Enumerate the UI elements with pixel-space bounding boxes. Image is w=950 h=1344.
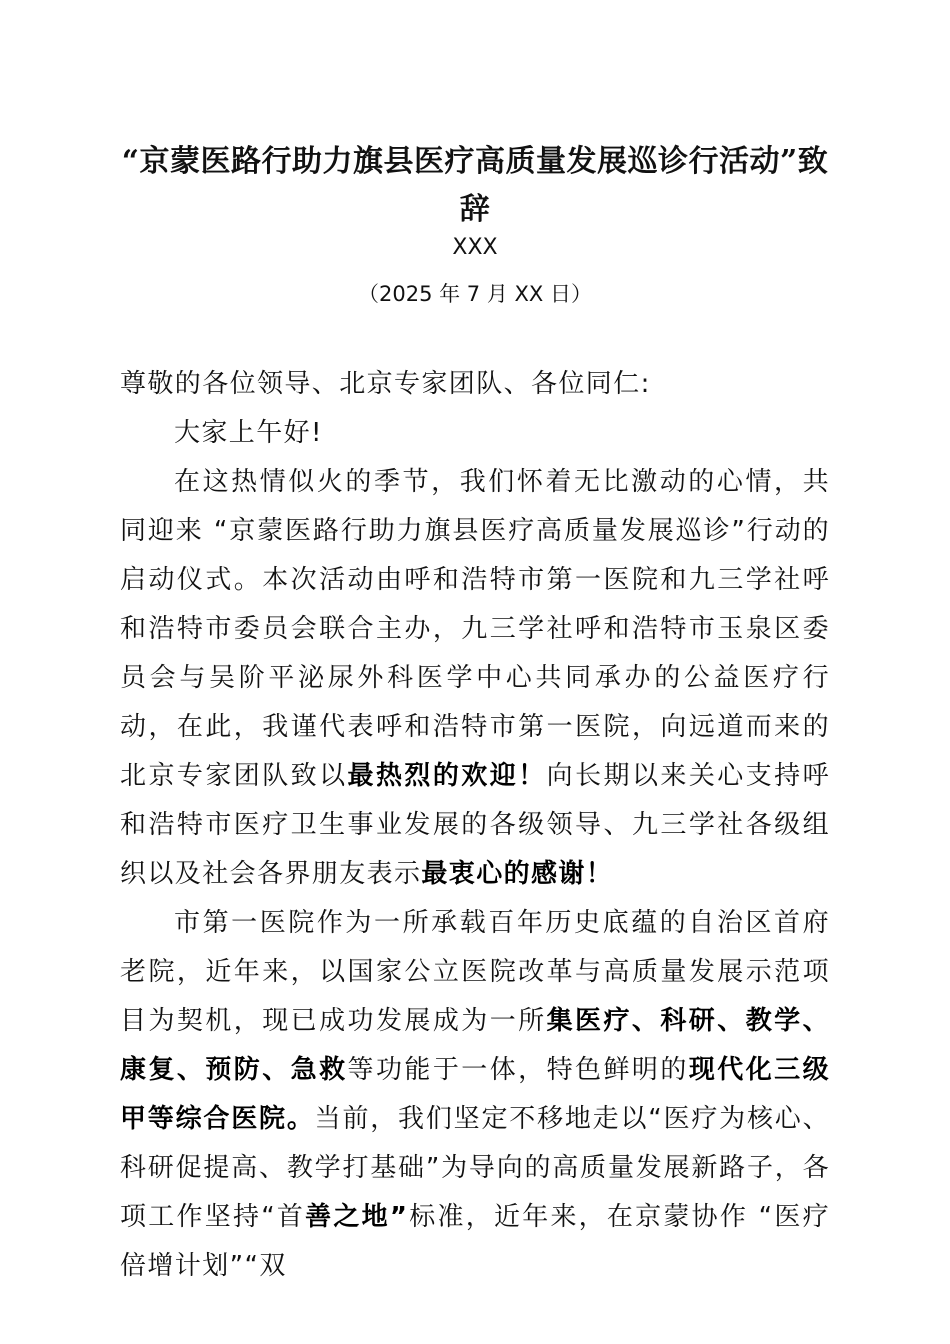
- paragraph1-text-1: 在这热情似火的季节，我们怀着无比激动的心情，共同迎来 “京蒙医路行助力旗县医疗高质量发展巡诊”行动的启动仪式。本次活动由呼和浩特市第一医院和九三学社呼和浩特市委员会联合主办，九三学社呼和浩特市玉泉区委员会与吴阶平泌尿外科医学中心共同承办的公益医疗行动，在此，我谨代表呼和浩特市第一医院，向远道而来的北京专家团队致以: [120, 467, 830, 791]
- document-body: [120, 360, 830, 1291]
- paragraph-welcome: [120, 458, 830, 899]
- paragraph2-bold-functions: 集医疗、科研、教学、康复、预防、急救: [120, 1006, 830, 1085]
- paragraph1-text-2: 向长期以来关心支持呼和浩特市医疗卫生事业发展的各级领导、九三学社各级组织以及社会各界朋友表示: [120, 761, 830, 889]
- paragraph2-bold-hospital-grade: 现代化三级甲等综合医院。: [120, 1055, 830, 1134]
- paragraph1-bold-thanks: 最衷心的感谢！: [421, 859, 614, 889]
- document-title: “京蒙医路行助力旗县医疗高质量发展巡诊行活动”致辞: [121, 144, 829, 227]
- paragraph-hospital-intro: [120, 899, 830, 1291]
- paragraph2-text-2: 等功能于一体，特色鲜明的: [347, 1055, 689, 1085]
- paragraph1-bold-welcome: 最热烈的欢迎！: [347, 761, 547, 791]
- paragraph2-text-3: 当前，我们坚定不移地走以“医疗为核心、科研促提高、教学打基础”为导向的高质量发展新路子，各项工作坚持“首: [120, 1104, 830, 1232]
- paragraph2-bold-standard: 善之地”: [305, 1202, 409, 1232]
- salutation: 尊敬的各位领导、北京专家团队、各位同仁:: [120, 369, 651, 399]
- document-author: XXX: [452, 235, 498, 260]
- document-date: （2025 年 7 月 XX 日）: [358, 282, 592, 306]
- greeting: 大家上午好!: [174, 418, 323, 448]
- paragraph2-text-4: 标准，近年来，在京蒙协作 “医疗倍增计划”“双: [120, 1202, 830, 1281]
- paragraph2-text-1: 市第一医院作为一所承载百年历史底蕴的自治区首府老院，近年来，以国家公立医院改革与高质量发展示范项目为契机，现已成功发展成为一所: [120, 908, 830, 1036]
